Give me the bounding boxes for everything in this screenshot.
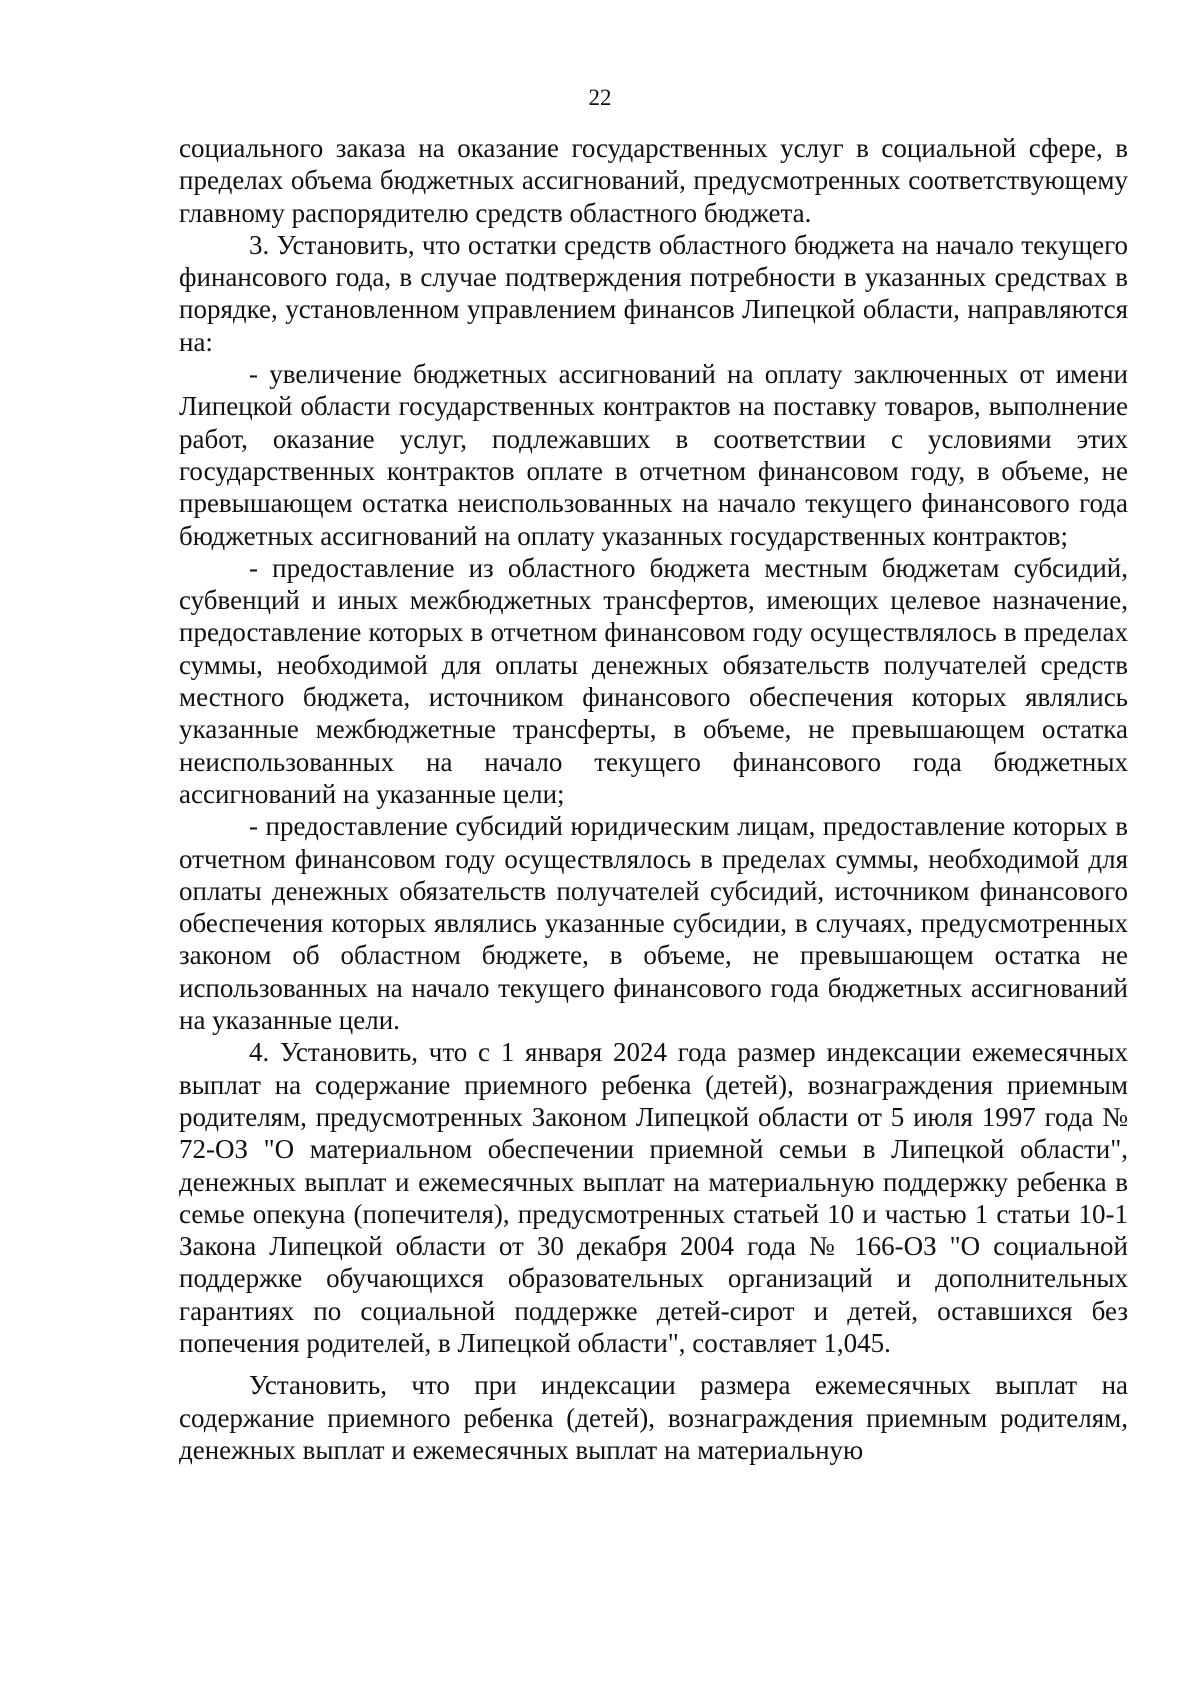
paragraph-1: социального заказа на оказание государственных услуг в социальной сфере, в пределах объема бюджетных ассигнований, предусмотренных соответствующему главному распорядителю средств областного бюджета.: [179, 133, 1128, 228]
paragraph-indexation: Установить, что при индексации размера ежемесячных выплат на содержание приемного ребенка (детей), вознаграждения приемным родителям, денежных выплат и ежемесячных выплат на материальную: [179, 1370, 1128, 1465]
paragraph-clause-3: 3. Установить, что остатки средств областного бюджета на начало текущего финансового года, в случае подтверждения потребности в указанных средствах в порядке, установленном управлением финансов Липецкой области, направляются на:: [179, 229, 1128, 357]
paragraph-bullet-subsidies: - предоставление субсидий юридическим лицам, предоставление которых в отчетном финансовом году осуществлялось в пределах суммы, необходимой для оплаты денежных обязательств получателей субсидий, источником финансового обеспечения которых являлись указанные субсидии, в случаях, предусмотренных законом об областном бюджете, в объеме, не превышающем остатка не использованных на начало текущего финансового года бюджетных ассигнований на указанные цели.: [179, 811, 1128, 1036]
paragraph-bullet-contracts: - увеличение бюджетных ассигнований на оплату заключенных от имени Липецкой области государственных контрактов на поставку товаров, выполнение работ, оказание услуг, подлежавших в соответствии с условиями этих государственных контрактов оплате в отчетном финансовом году, в объеме, не превышающем остатка неиспользованных на начало текущего финансового года бюджетных ассигнований на оплату указанных государственных контрактов;: [179, 359, 1128, 551]
paragraph-bullet-transfers: - предоставление из областного бюджета местным бюджетам субсидий, субвенций и иных межбюджетных трансфертов, имеющих целевое назначение, предоставление которых в отчетном финансовом году осуществлялось в пределах суммы, необходимой для оплаты денежных обязательств получателей средств местного бюджета, источником финансового обеспечения которых являлись указанные межбюджетные трансферты, в объеме, не превышающем остатка неиспользованных на начало текущего финансового года бюджетных ассигнований на указанные цели;: [179, 552, 1128, 809]
page-number: 22: [588, 85, 612, 110]
paragraph-clause-4: 4. Установить, что с 1 января 2024 года размер индексации ежемесячных выплат на содержание приемного ребенка (детей), вознаграждения приемным родителям, предусмотренных Законом Липецкой области от 5 июля 1997 года № 72-ОЗ "О материальном обеспечении приемной семьи в Липецкой области", денежных выплат и ежемесячных выплат на материальную поддержку ребенка в семье опекуна (попечителя), предусмотренных статьей 10 и частью 1 статьи 10-1 Закона Липецкой области от 30 декабря 2004 года № 166-ОЗ "О социальной поддержке обучающихся образовательных организаций и дополнительных гарантиях по социальной поддержке детей-сирот и детей, оставшихся без попечения родителей, в Липецкой области", составляет 1,045.: [179, 1037, 1128, 1358]
document-body: [179, 132, 1128, 1466]
